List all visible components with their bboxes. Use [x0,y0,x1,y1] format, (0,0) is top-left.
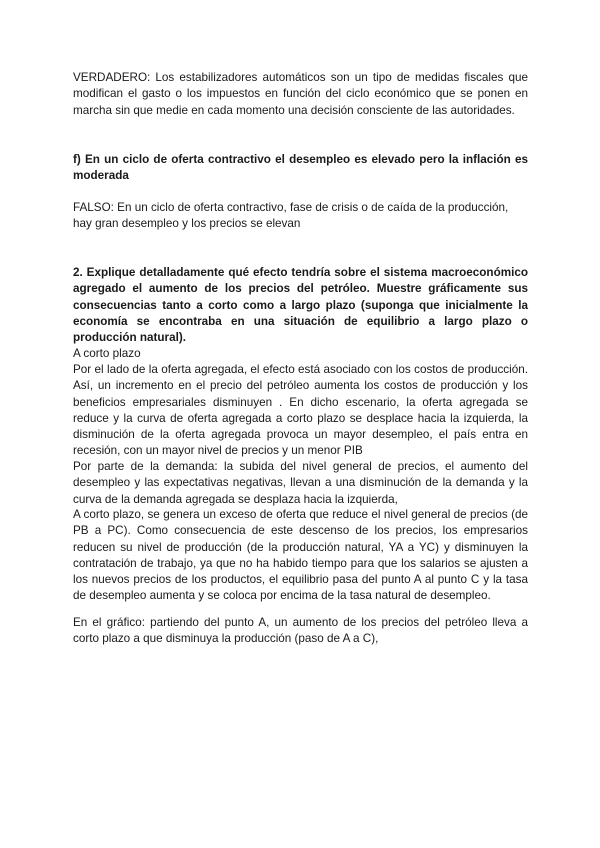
demanda-paragraph: Por parte de la demanda: la subida del nivel general de precios, el aumento del desempleo y las expectativas negativas, llevan a una disminución de la demanda y la curva de la demanda agregada se desplaza hacia la izquierda, [73,460,528,506]
question-f: f) En un ciclo de oferta contractivo el desempleo es elevado pero la inflación es moderada [73,153,528,183]
question-2: 2. Explique detalladamente qué efecto tendría sobre el sistema macroeconómico agregado el aumento de los precios del petróleo. Muestre gráficamente sus consecuencias tanto a corto como a largo plazo (suponga que inicialmente la economía se encontraba en una situación de equilibrio a largo plazo o producción natural). [73,266,528,345]
corto-plazo-heading: A corto plazo [73,347,141,360]
grafico-paragraph: En el gráfico: partiendo del punto A, un aumento de los precios del petróleo lleva a corto plazo a que disminuya la producción (paso de A a C), [73,616,528,646]
verdadero-answer: VERDADERO: Los estabilizadores automáticos son un tipo de medidas fiscales que modifican el gasto o los impuestos en función del ciclo económico que se ponen en marcha sin que medie en cada momento una decisión consciente de las autoridades. [73,71,528,117]
exceso-paragraph: A corto plazo, se genera un exceso de oferta que reduce el nivel general de precios (de PB a PC). Como consecuencia de este descenso de los precios, los empresarios reducen su nivel de producción (de la producción natural, YA a YC) y disminuyen la contratación de trabajo, ya que no ha habido tiempo para que los salarios se ajusten a los nuevos precios de los productos, el equilibrio pasa del punto A al punto C y la tasa de desempleo aumenta y se coloca por encima de la tasa natural de desempleo. [73,508,528,603]
oferta-paragraph: Por el lado de la oferta agregada, el efecto está asociado con los costos de producción. Así, un incremento en el precio del petróleo aumenta los costos de producción y los beneficios empresariales disminuyen . En dicho escenario, la oferta agregada se reduce y la curva de oferta agregada a corto plazo se desplace hacia la izquierda, la disminución de la oferta agregada provoca un mayor desempleo, el país entra en recesión, con un mayor nivel de precios y un menor PIB [73,363,528,458]
falso-answer: FALSO: En un ciclo de oferta contractivo, fase de crisis o de caída de la producción, hay gran desempleo y los precios se elevan [73,201,509,231]
